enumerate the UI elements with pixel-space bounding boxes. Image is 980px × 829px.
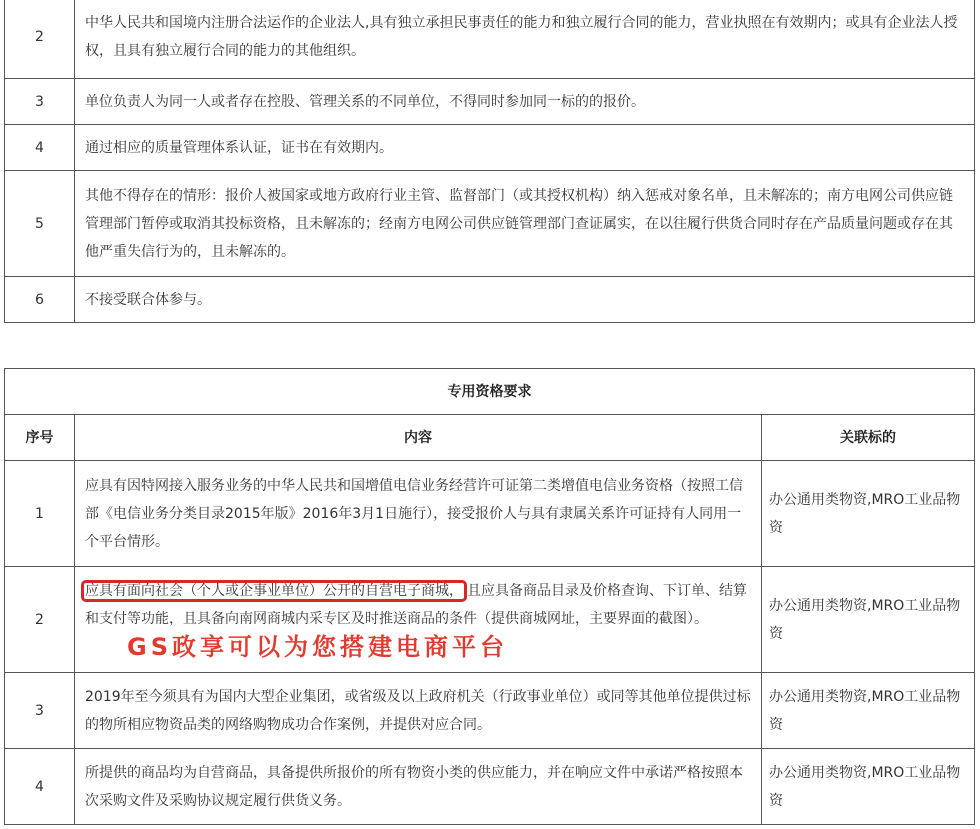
table-title: 专用资格要求: [5, 369, 975, 415]
header-content: 内容: [75, 415, 762, 461]
row-content: 所提供的商品均为自营商品，具备提供所报价的所有物资小类的供应能力，并在响应文件中承诺严格按照本次采购文件及采购协议规定履行供货义务。: [75, 749, 762, 825]
row-number: 2: [5, 0, 75, 79]
general-requirements-table: [4, 0, 975, 323]
row-number: 4: [5, 125, 75, 171]
row-related-target: 办公通用类物资,MRO工业品物资: [762, 673, 975, 749]
row-content: 单位负责人为同一人或者存在控股、管理关系的不同单位，不得同时参加同一标的的报价。: [75, 79, 975, 125]
row-number: 1: [5, 461, 75, 567]
row-number: 6: [5, 277, 75, 323]
table-row: [5, 673, 975, 749]
special-requirements-table: [4, 368, 975, 825]
row-content: 2019年至今须具有为国内大型企业集团，或省级及以上政府机关（行政事业单位）或同等其他单位提供过标的物所相应物资品类的网络购物成功合作案例，并提供对应合同。: [75, 673, 762, 749]
table-row: [5, 125, 975, 171]
row-content: 中华人民共和国境内注册合法运作的企业法人,具有独立承担民事责任的能力和独立履行合同的能力，营业执照在有效期内；或具有企业法人授权，且具有独立履行合同的能力的其他组织。: [75, 0, 975, 79]
row-number: 3: [5, 79, 75, 125]
row-related-target: 办公通用类物资,MRO工业品物资: [762, 749, 975, 825]
table-row: [5, 171, 975, 277]
header-number: 序号: [5, 415, 75, 461]
table-row: [5, 461, 975, 567]
table-row: [5, 567, 975, 673]
row-content: [75, 567, 762, 673]
highlighted-requirement: 应具有面向社会（个人或企事业单位）公开的自营电子商城，: [81, 580, 467, 602]
row-related-target: 办公通用类物资,MRO工业品物资: [762, 461, 975, 567]
table-row: [5, 79, 975, 125]
row-number: 3: [5, 673, 75, 749]
header-related-target: 关联标的: [762, 415, 975, 461]
row-content: 应具有因特网接入服务业务的中华人民共和国增值电信业务经营许可证第二类增值电信业务资格（按照工信部《电信业务分类目录2015年版》2016年3月1日施行），接受报价人与具有隶属关系许可证持有人同用一个平台情形。: [75, 461, 762, 567]
row-content: 通过相应的质量管理体系认证，证书在有效期内。: [75, 125, 975, 171]
row-content: 其他不得存在的情形：报价人被国家或地方政府行业主管、监督部门（或其授权机构）纳入惩戒对象名单，且未解冻的；南方电网公司供应链管理部门暂停或取消其投标资格，且未解冻的；经南方电网公司供应链管理部门查证属实，在以往履行供货合同时存在产品质量问题或存在其他严重失信行为的，且未解冻的。: [75, 171, 975, 277]
row-content: 不接受联合体参与。: [75, 277, 975, 323]
table-header-row: [5, 415, 975, 461]
table-row: [5, 749, 975, 825]
table-row: [5, 0, 975, 79]
row-number: 5: [5, 171, 75, 277]
row-number: 4: [5, 749, 75, 825]
row-number: 2: [5, 567, 75, 673]
table-row: [5, 277, 975, 323]
requirement-text: 且应具备商品目录及价格查询、下订单、结算和支付等功能，且具备向南网商城内采专区及时推送商品的条件（提供商城网址，主要界面的截图）。: [85, 582, 747, 627]
row-related-target: 办公通用类物资,MRO工业品物资: [762, 567, 975, 673]
table-title-row: [5, 369, 975, 415]
promo-text: GS政享可以为您搭建电商平台: [127, 632, 508, 661]
